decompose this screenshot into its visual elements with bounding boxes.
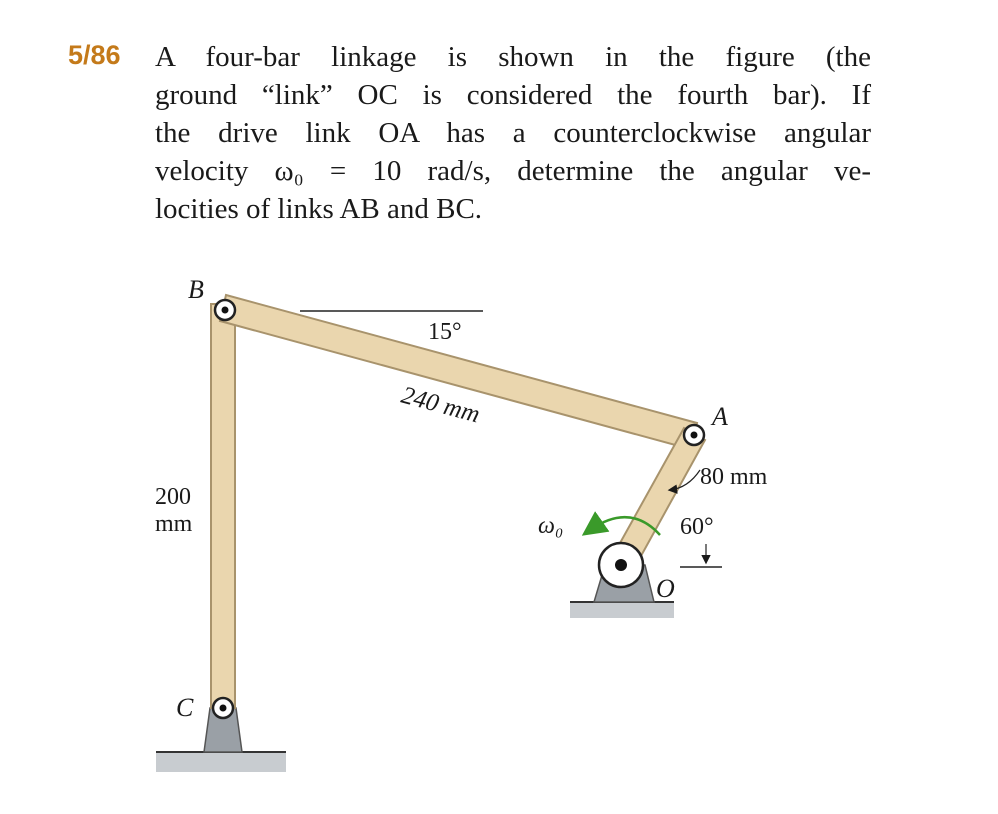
problem-line-5: locities of links AB and BC. <box>155 193 483 225</box>
link-bc <box>211 304 235 708</box>
pin-b-center <box>222 307 229 314</box>
pin-a-center <box>691 432 698 439</box>
label-omega: ω₀ <box>538 513 564 539</box>
label-point-c: C <box>176 693 194 722</box>
problem-line-4: velocity ω₀ = 10 rad/s, determine the angular ve- <box>155 155 871 187</box>
label-length-oa: 80 mm <box>700 464 768 490</box>
label-angle-oa: 60° <box>680 514 714 540</box>
problem-line-2: ground “link” OC is considered the fourth bar). If <box>155 79 871 111</box>
problem-number: 5/86 <box>68 40 121 70</box>
label-point-a: A <box>712 402 728 431</box>
pin-o-center <box>615 559 627 571</box>
label-point-o: O <box>656 574 675 603</box>
ground-o <box>570 602 674 618</box>
problem-line-1: A four-bar linkage is shown in the figure (the <box>155 41 871 73</box>
label-point-b: B <box>188 275 204 304</box>
label-angle-ab: 15° <box>428 319 462 345</box>
label-length-ab: 240 mm <box>398 381 483 429</box>
ground-c <box>156 752 286 772</box>
problem-line-3: the drive link OA has a counterclockwise angular <box>155 117 871 149</box>
label-bc-unit: mm <box>155 511 193 537</box>
pin-c-center <box>220 705 227 712</box>
label-bc-value: 200 <box>155 484 191 510</box>
